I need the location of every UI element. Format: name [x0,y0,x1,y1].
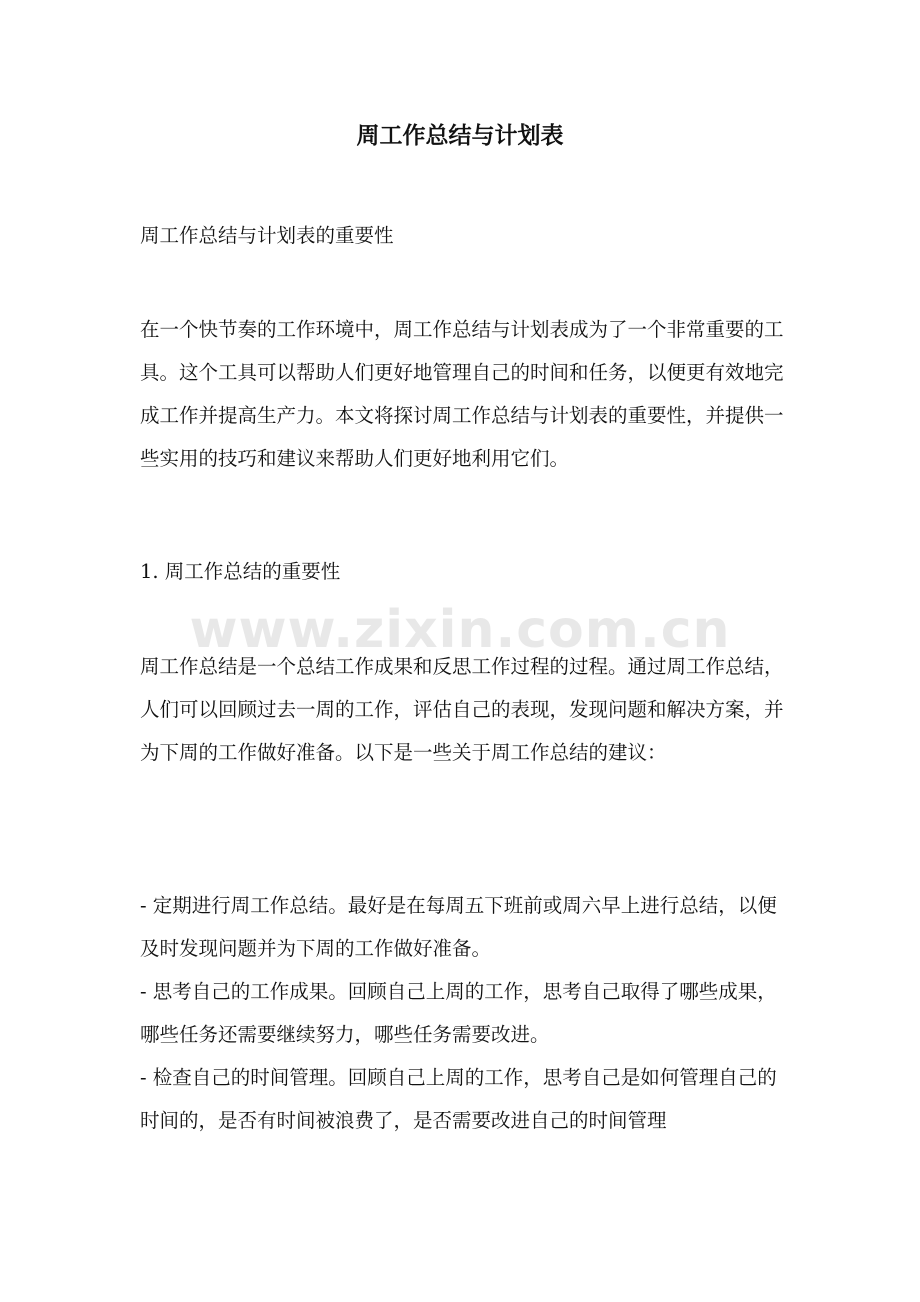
section-1-paragraph-text: 周工作总结是一个总结工作成果和反思工作过程的过程。通过周工作总结，人们可以回顾过去一周的工作，评估自己的表现，发现问题和解决方案，并为下周的工作做好准备。以下是一些关于周工作总结的建议： [140,655,784,764]
bullet-item: - 检查自己的时间管理。回顾自己上周的工作，思考自己是如何管理自己的时间的，是否有时间被浪费了，是否需要改进自己的时间管理 [140,1066,777,1132]
document-title: 周工作总结与计划表 [356,122,564,149]
intro-paragraph-text: 在一个快节奏的工作环境中，周工作总结与计划表成为了一个非常重要的工具。这个工具可以帮助人们更好地管理自己的时间和任务，以便更有效地完成工作并提高生产力。本文将探讨周工作总结与计划表的重要性，并提供一些实用的技巧和建议来帮助人们更好地利用它们。 [140,318,784,470]
section-1-heading: 1. 周工作总结的重要性 [140,560,341,583]
bullet-item: - 定期进行周工作总结。最好是在每周五下班前或周六早上进行总结，以便及时发现问题并为下周的工作做好准备。 [140,894,777,960]
watermark: www.zixin.com.cn [189,600,731,660]
subheading: 周工作总结与计划表的重要性 [140,224,394,247]
bullet-list [140,884,790,1142]
section-1-paragraph [140,645,790,774]
bullet-item: - 思考自己的工作成果。回顾自己上周的工作，思考自己取得了哪些成果，哪些任务还需要继续努力，哪些任务需要改进。 [140,980,777,1046]
intro-paragraph [140,308,790,480]
